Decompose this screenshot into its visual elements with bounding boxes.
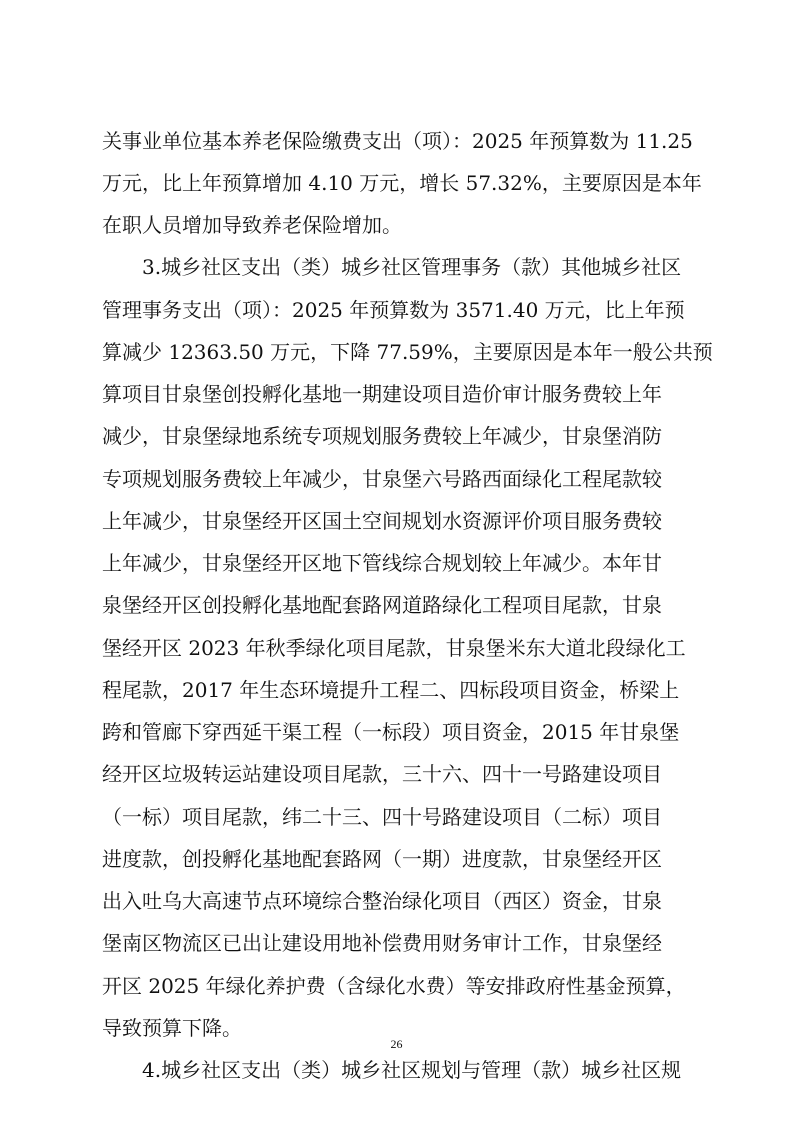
text-line-6: 算减少 12363.50 万元，下降 77.59%，主要原因是本年一般公共预 bbox=[102, 340, 713, 364]
text-line-19: 出入吐乌大高速节点环境综合整治绿化项目（西区）资金，甘泉 bbox=[102, 889, 662, 913]
text-line-12: 泉堡经开区创投孵化基地配套路网道路绿化工程项目尾款，甘泉 bbox=[102, 593, 662, 617]
page-number: 26 bbox=[390, 1037, 403, 1051]
text-line-17: （一标）项目尾款，纬二十三、四十号路建设项目（二标）项目 bbox=[102, 805, 662, 829]
text-line-10: 上年减少，甘泉堡经开区国土空间规划水资源评价项目服务费较 bbox=[102, 509, 662, 533]
text-line-22: 导致预算下降。 bbox=[102, 1016, 242, 1040]
text-line-5: 管理事务支出（项）：2025 年预算数为 3571.40 万元，比上年预 bbox=[102, 298, 685, 322]
text-line-14: 程尾款，2017 年生态环境提升工程二、四标段项目资金，桥梁上 bbox=[102, 678, 680, 702]
text-line-2: 万元，比上年预算增加 4.10 万元，增长 57.32%，主要原因是本年 bbox=[102, 171, 702, 195]
text-line-16: 经开区垃圾转运站建设项目尾款，三十六、四十一号路建设项目 bbox=[102, 762, 662, 786]
text-line-7: 算项目甘泉堡创投孵化基地一期建设项目造价审计服务费较上年 bbox=[102, 382, 662, 406]
text-line-15: 跨和管廊下穿西延干渠工程（一标段）项目资金，2015 年甘泉堡 bbox=[102, 720, 680, 744]
text-line-1: 关事业单位基本养老保险缴费支出（项）：2025 年预算数为 11.25 bbox=[102, 129, 693, 153]
text-line-18: 进度款，创投孵化基地配套路网（一期）进度款，甘泉堡经开区 bbox=[102, 847, 662, 871]
paragraph-3-heading-line: 3.城乡社区支出（类）城乡社区管理事务（款）其他城乡社区 bbox=[142, 255, 682, 279]
paragraph-4-heading-line: 4.城乡社区支出（类）城乡社区规划与管理（款）城乡社区规 bbox=[142, 1058, 682, 1082]
text-line-13: 堡经开区 2023 年秋季绿化项目尾款，甘泉堡米东大道北段绿化工 bbox=[102, 636, 686, 660]
text-line-3: 在职人员增加导致养老保险增加。 bbox=[102, 213, 402, 237]
text-line-9: 专项规划服务费较上年减少，甘泉堡六号路西面绿化工程尾款较 bbox=[102, 467, 662, 491]
text-line-20: 堡南区物流区已出让建设用地补偿费用财务审计工作，甘泉堡经 bbox=[102, 931, 662, 955]
text-line-8: 减少，甘泉堡绿地系统专项规划服务费较上年减少，甘泉堡消防 bbox=[102, 424, 662, 448]
text-line-21: 开区 2025 年绿化养护费（含绿化水费）等安排政府性基金预算， bbox=[102, 974, 686, 998]
text-line-11: 上年减少，甘泉堡经开区地下管线综合规划较上年减少。本年甘 bbox=[102, 551, 662, 575]
